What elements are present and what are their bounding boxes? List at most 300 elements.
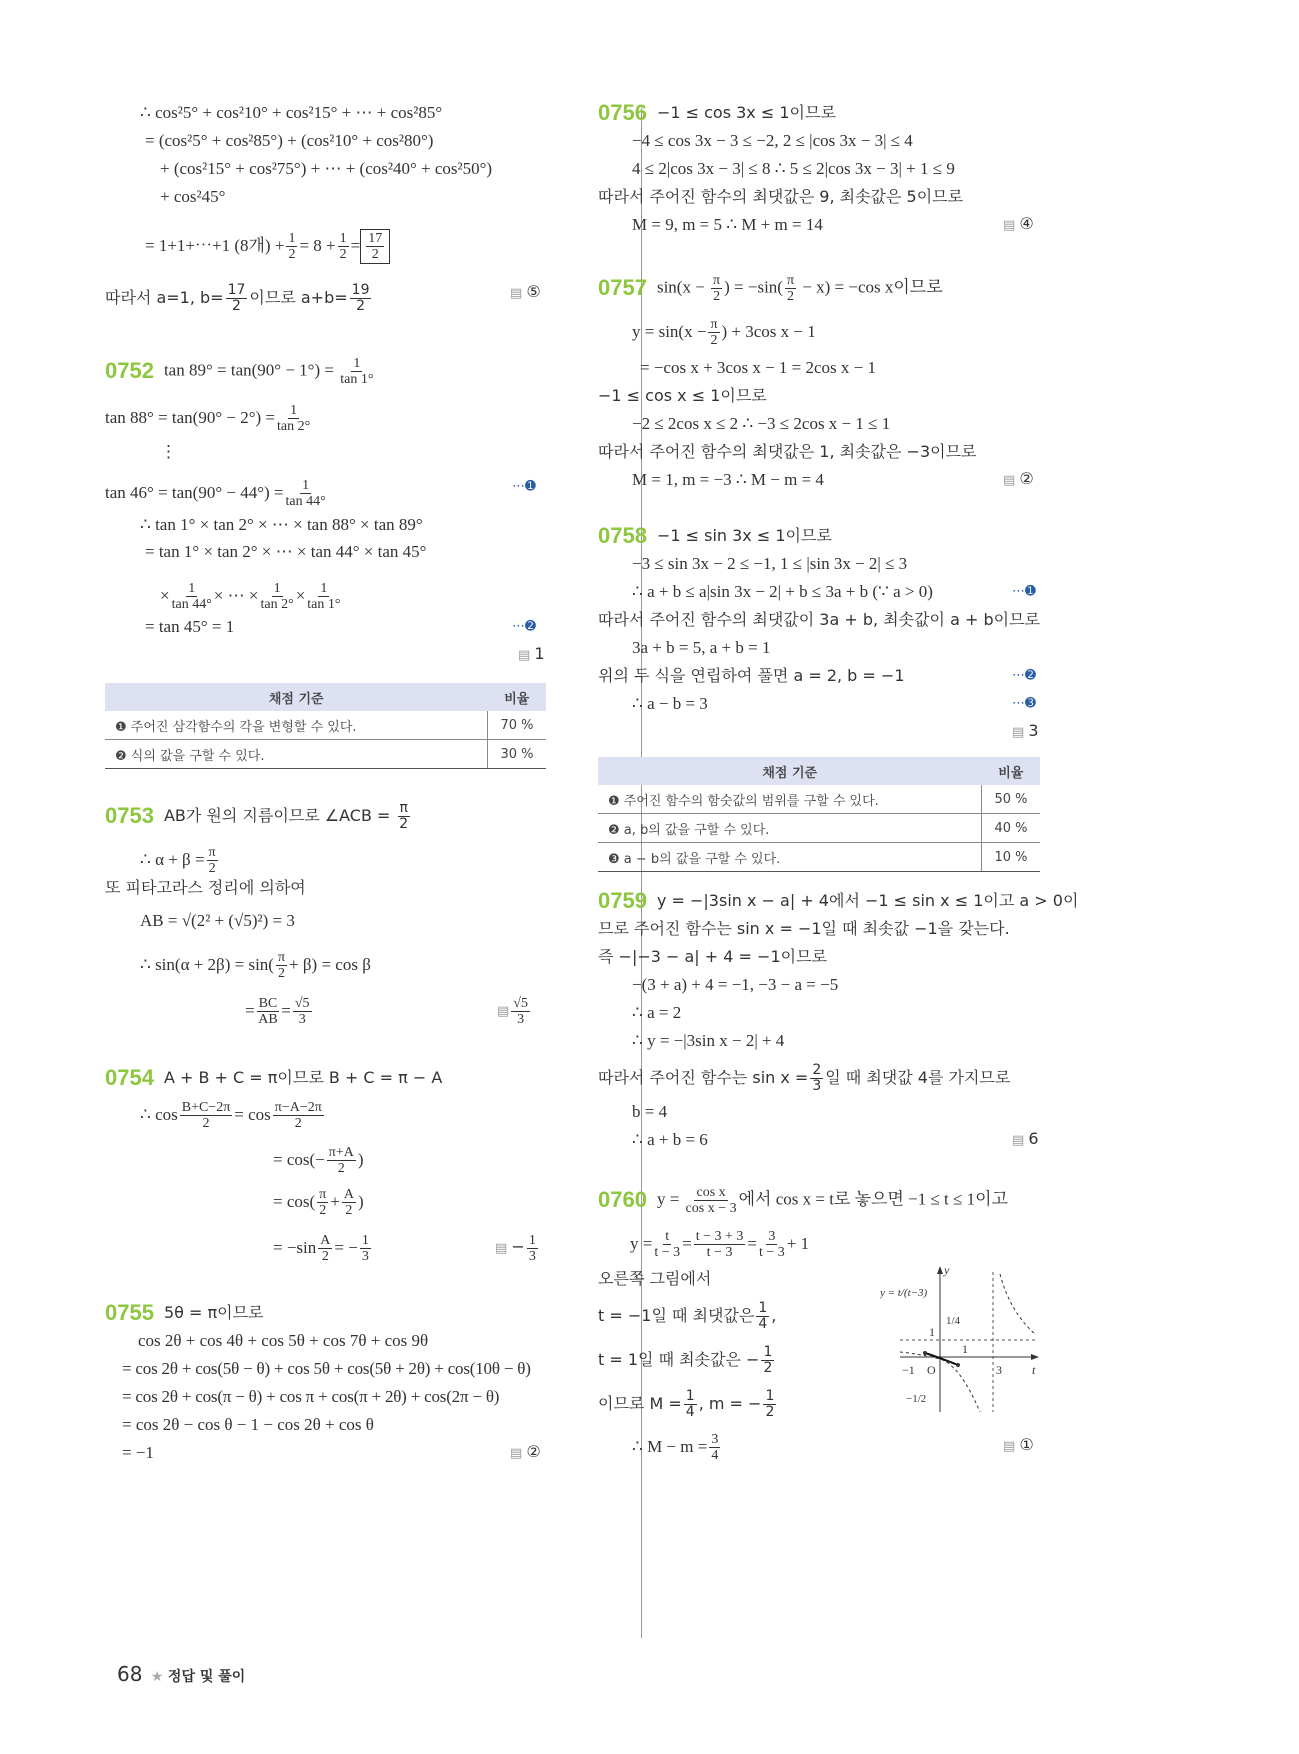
text-segment: −1 ≤ cos x ≤ 1이므로 xyxy=(598,386,767,405)
header-criteria: 채점 기준 xyxy=(105,683,488,711)
math-line xyxy=(598,1267,711,1291)
table-row xyxy=(598,814,1040,843)
math-line xyxy=(598,185,963,209)
numerator: t − 3 + 3 xyxy=(695,1228,744,1244)
table-row xyxy=(105,711,546,740)
asymptote-label: 1 xyxy=(929,1325,935,1339)
math-line xyxy=(510,281,541,305)
denominator: t − 3 xyxy=(706,1244,733,1260)
math-line xyxy=(105,400,312,436)
math-line xyxy=(140,843,220,877)
answer-mark: ▤ ② xyxy=(510,1440,541,1466)
math-line xyxy=(160,440,177,464)
fraction xyxy=(785,273,796,304)
math-line xyxy=(598,384,767,408)
denominator: 2 xyxy=(345,1202,353,1218)
text-segment: ∴ M − m = xyxy=(632,1437,708,1456)
denominator: 2 xyxy=(763,1359,773,1376)
text-segment: ∴ a + b ≤ a|sin 3x − 2| + b ≤ 3a + b (∵ a > 0) xyxy=(632,582,933,601)
denominator: 2 xyxy=(208,860,216,876)
denominator: 3 xyxy=(298,1011,306,1027)
fraction xyxy=(684,1389,697,1420)
text-segment: −1 ≤ cos 3x ≤ 1이므로 xyxy=(656,103,836,122)
text-segment: b = 4 xyxy=(632,1102,668,1121)
math-line xyxy=(122,1385,499,1409)
step-marker: ⋯➊ xyxy=(1012,584,1036,599)
numerator: π xyxy=(319,1186,327,1202)
text-segment: = cos 2θ + cos(5θ − θ) + cos 5θ + cos(5θ + 2θ) + cos(10θ − θ) xyxy=(122,1359,531,1378)
fraction xyxy=(257,996,280,1027)
math-line xyxy=(512,475,536,499)
y-axis-arrow xyxy=(937,1266,943,1274)
answer-mark: ▤ ① xyxy=(1003,1433,1034,1459)
numerator: 1 xyxy=(361,1232,369,1248)
text-segment: −2 ≤ 2cos x ≤ 2 ∴ −3 ≤ 2cos x − 1 ≤ 1 xyxy=(632,414,891,433)
denominator: 3 xyxy=(517,1011,525,1027)
denominator: 4 xyxy=(758,1315,768,1332)
text-segment: + cos²45° xyxy=(160,187,226,206)
math-line xyxy=(145,615,234,639)
step-marker: ⋯➋ xyxy=(512,619,536,634)
math-line xyxy=(140,909,295,933)
numerator: 1 xyxy=(765,1387,775,1404)
denominator: cos x − 3 xyxy=(685,1200,737,1216)
fraction xyxy=(276,950,287,981)
math-line xyxy=(245,992,314,1030)
numerator: 2 xyxy=(812,1061,822,1078)
fraction xyxy=(763,1389,776,1420)
math-line xyxy=(598,1298,776,1334)
math-line xyxy=(657,1185,1008,1216)
denominator: 2 xyxy=(288,246,296,262)
math-line xyxy=(160,157,492,181)
math-line xyxy=(598,608,1040,632)
numerator: π xyxy=(277,949,286,965)
numerator: 1 xyxy=(320,580,328,596)
y-axis-label: y xyxy=(944,1263,950,1277)
numerator: π−A−2π xyxy=(274,1099,322,1115)
step-marker: ⋯➌ xyxy=(1012,696,1036,711)
numerator: π+A xyxy=(328,1144,354,1160)
math-line xyxy=(632,129,913,153)
math-line xyxy=(632,973,838,997)
denominator: 3 xyxy=(361,1248,369,1264)
math-line xyxy=(160,185,225,209)
numerator: cos x xyxy=(696,1184,726,1200)
text-segment: = tan 1° × tan 2° × ⋯ × tan 44° × tan 45° xyxy=(145,542,427,561)
text-segment: = (cos²5° + cos²85°) + (cos²10° + cos²80°) xyxy=(145,131,434,150)
math-line xyxy=(632,552,907,576)
math-line xyxy=(273,1230,373,1266)
math-line xyxy=(657,889,1078,913)
math-line xyxy=(510,1441,541,1465)
value-quarter: 1/4 xyxy=(946,1315,961,1327)
math-line xyxy=(145,540,426,564)
text-segment: 므로 주어진 함수는 sin x = −1일 때 최솟값 −1을 갖는다. xyxy=(598,919,1010,938)
denominator: 2 xyxy=(232,297,241,314)
denominator: 2 xyxy=(356,297,366,314)
fraction xyxy=(398,801,410,832)
numerator: π xyxy=(208,844,216,860)
text-segment: M = 1, m = −3 ∴ M − m = 4 xyxy=(632,470,824,489)
numerator: π xyxy=(713,272,721,288)
math-line xyxy=(164,356,375,387)
numerator: 17 xyxy=(368,230,383,246)
math-line xyxy=(273,1142,364,1178)
fraction xyxy=(654,1229,680,1260)
math-line xyxy=(518,643,545,667)
math-line xyxy=(598,664,905,688)
fraction xyxy=(366,231,384,262)
numerator: π xyxy=(399,799,408,816)
page-number: 68 xyxy=(117,1662,143,1686)
text-segment: −4 ≤ cos 3x − 3 ≤ −2, 2 ≤ |cos 3x − 3| ≤ 4 xyxy=(632,131,913,150)
numerator: B+C−2π xyxy=(181,1099,231,1115)
text-segment: A + B + C = π이므로 B + C = π − A xyxy=(163,1068,443,1087)
problem-number: 0758 xyxy=(598,523,647,548)
fraction xyxy=(338,231,349,262)
text-segment: = xyxy=(281,1001,291,1020)
ratio-cell: 30 % xyxy=(488,740,547,769)
text-segment: ) = −sin( xyxy=(724,276,783,296)
text-segment: tan 46° = tan(90° − 44°) = xyxy=(105,483,284,502)
math-line xyxy=(160,578,342,614)
answer-mark: ▤ ② xyxy=(1003,467,1034,493)
fraction xyxy=(340,356,373,387)
text-segment: 따라서 주어진 함수의 최댓값이 3a + b, 최솟값이 a + b이므로 xyxy=(598,610,1040,629)
table-row xyxy=(598,785,1040,814)
math-line xyxy=(140,101,442,125)
text-segment: 일 때 최댓값 4를 가지므로 xyxy=(825,1068,1011,1087)
fraction xyxy=(286,478,326,509)
fraction xyxy=(273,1100,324,1131)
numerator: A xyxy=(343,1186,354,1202)
reciprocal-function-graph xyxy=(880,1262,1045,1422)
math-line xyxy=(598,1386,778,1422)
text-segment: = −sin xyxy=(273,1238,317,1257)
math-line xyxy=(632,1001,681,1025)
numerator: t xyxy=(665,1228,670,1244)
text-segment: ∴ sin(α + 2β) = sin( xyxy=(140,955,274,974)
problem-number: 0753 xyxy=(105,803,154,828)
text-segment: = −1 xyxy=(122,1443,154,1462)
numerator: √5 xyxy=(513,995,528,1011)
math-line xyxy=(140,1097,326,1133)
math-line xyxy=(632,412,890,436)
min-point xyxy=(956,1363,960,1367)
fraction xyxy=(694,1229,746,1260)
denominator: 4 xyxy=(711,1447,719,1463)
numerator: π xyxy=(710,316,718,332)
text-segment: ∴ y = −|3sin x − 2| + 4 xyxy=(632,1031,785,1050)
math-line xyxy=(1003,468,1034,492)
numerator: 17 xyxy=(227,281,246,298)
fraction xyxy=(511,996,530,1027)
numerator: 3 xyxy=(711,1431,719,1447)
ratio-cell: 50 % xyxy=(982,785,1041,814)
fraction xyxy=(708,317,719,348)
text-segment: = 1+1+⋯+1 (8개) + xyxy=(145,236,285,255)
table-header-row xyxy=(105,683,546,711)
denominator: tan 44° xyxy=(171,596,212,612)
math-line xyxy=(495,1230,540,1266)
denominator: t − 3 xyxy=(654,1244,681,1260)
math-line xyxy=(598,1060,1010,1096)
numerator: 19 xyxy=(351,281,370,298)
denominator: 2 xyxy=(278,965,285,981)
numerator: A xyxy=(320,1232,331,1248)
fraction xyxy=(207,845,218,876)
ratio-cell: 40 % xyxy=(982,814,1041,843)
text-segment: + 1 xyxy=(786,1234,810,1253)
text-segment: , xyxy=(771,1306,777,1325)
math-line xyxy=(598,1342,776,1378)
text-segment: ) xyxy=(357,1150,364,1169)
denominator: tan 1° xyxy=(340,371,374,387)
text-segment: ) xyxy=(357,1192,364,1211)
fraction xyxy=(360,1233,371,1264)
text-segment: y = xyxy=(656,1188,684,1208)
text-segment: 3a + b = 5, a + b = 1 xyxy=(632,638,771,657)
header-ratio: 비율 xyxy=(488,683,547,711)
math-line xyxy=(657,101,836,125)
fraction xyxy=(286,231,297,262)
denominator: 2 xyxy=(710,332,718,348)
problem-number: 0754 xyxy=(105,1065,154,1090)
math-line xyxy=(657,524,832,548)
fraction xyxy=(759,1229,785,1260)
text-segment: = xyxy=(682,1234,692,1253)
text-segment: = cos( xyxy=(273,1192,316,1211)
math-line xyxy=(1012,692,1036,716)
answer-mark: ▤ 1 xyxy=(518,642,545,668)
max-point xyxy=(923,1351,927,1355)
math-line xyxy=(145,226,390,266)
numerator: BC xyxy=(258,995,278,1011)
numerator: 1 xyxy=(763,1343,773,1360)
fraction xyxy=(293,996,312,1027)
text-segment: −1 ≤ sin 3x ≤ 1이므로 xyxy=(656,526,832,545)
text-segment: = cos xyxy=(234,1105,271,1124)
numerator: 1 xyxy=(302,477,310,493)
text-segment: t = −1일 때 최댓값은 xyxy=(598,1306,755,1325)
numerator: 3 xyxy=(768,1228,776,1244)
fraction xyxy=(686,1185,737,1216)
text-segment: tan 89° = tan(90° − 1°) = xyxy=(163,359,339,379)
text-segment: 4 ≤ 2|cos 3x − 3| ≤ 8 ∴ 5 ≤ 2|cos 3x − 3| + 1 ≤ 9 xyxy=(632,159,955,178)
fraction xyxy=(527,1233,538,1264)
numerator: 1 xyxy=(188,580,196,596)
step-marker: ⋯➋ xyxy=(1012,668,1036,683)
math-line xyxy=(138,1329,428,1353)
origin-label: O xyxy=(927,1363,936,1377)
math-line xyxy=(122,1413,374,1437)
fraction xyxy=(327,1145,356,1176)
math-line xyxy=(598,945,827,969)
text-segment: = −cos x + 3cos x − 1 = 2cos x − 1 xyxy=(640,358,877,377)
text-segment: × xyxy=(160,586,170,605)
text-segment: 이므로 M = xyxy=(598,1394,682,1413)
text-segment: 따라서 a=1, b= xyxy=(105,288,224,307)
text-segment: ∴ cos xyxy=(140,1105,178,1124)
denominator: 3 xyxy=(812,1077,822,1094)
text-segment: + (cos²15° + cos²75°) + ⋯ + (cos²40° + cos²50°) xyxy=(160,159,493,178)
text-segment: −3 ≤ sin 3x − 2 ≤ −1, 1 ≤ |sin 3x − 2| ≤ 3 xyxy=(632,554,908,573)
math-line xyxy=(164,801,412,832)
t-axis-label: t xyxy=(1032,1363,1036,1377)
text-segment: = 8 + xyxy=(299,236,336,255)
denominator: 2 xyxy=(765,1403,775,1420)
math-line xyxy=(105,475,328,511)
ratio-cell: 70 % xyxy=(488,711,547,740)
text-segment: ∴ a − b = 3 xyxy=(632,694,708,713)
text-segment: = cos(− xyxy=(273,1150,325,1169)
math-line xyxy=(1012,664,1036,688)
denominator: 2 xyxy=(294,1115,302,1131)
criteria-cell: ❶ 주어진 삼각함수의 각을 변형할 수 있다. xyxy=(105,711,488,740)
math-line xyxy=(1003,1434,1034,1458)
fraction xyxy=(260,581,293,612)
fraction xyxy=(180,1100,233,1131)
t-axis-arrow xyxy=(1031,1354,1039,1360)
text-segment: = tan 45° = 1 xyxy=(145,617,235,636)
math-line xyxy=(632,1029,784,1053)
answer-mark: ▤ − xyxy=(495,1235,525,1261)
denominator: t − 3 xyxy=(759,1244,785,1260)
text-segment: ∴ α + β = xyxy=(140,850,205,869)
text-segment: 5θ = π이므로 xyxy=(163,1303,264,1322)
math-line xyxy=(140,513,423,537)
text-segment: + β) = cos β xyxy=(289,955,371,974)
text-segment: 또 피타고라스 정리에 의하여 xyxy=(105,878,306,897)
denominator: tan 1° xyxy=(307,596,341,612)
math-line xyxy=(640,356,876,380)
text-segment: + xyxy=(330,1192,340,1211)
text-segment: −(3 + a) + 4 = −1, −3 − a = −5 xyxy=(632,975,839,994)
numerator: 1 xyxy=(758,1299,768,1316)
step-marker: ⋯➊ xyxy=(512,479,536,494)
function-label: y = t/(t−3) xyxy=(880,1287,928,1299)
numerator: π xyxy=(786,272,795,288)
fraction xyxy=(761,1345,774,1376)
numerator: √5 xyxy=(294,995,310,1011)
table-row xyxy=(598,843,1040,872)
math-line xyxy=(1003,213,1034,237)
text-segment: y = −|3sin x − a| + 4에서 −1 ≤ sin x ≤ 1이고 a > 0이 xyxy=(656,891,1079,910)
numerator: 1 xyxy=(685,1387,695,1404)
math-line xyxy=(632,692,708,716)
math-line xyxy=(105,280,373,316)
text-segment: ) + 3cos x − 1 xyxy=(721,322,816,341)
math-line xyxy=(1012,580,1036,604)
boxed-result xyxy=(360,229,390,264)
scoring-table xyxy=(598,757,1040,872)
text-segment: y = xyxy=(630,1234,653,1253)
text-segment: AB가 원의 지름이므로 ∠ACB = xyxy=(163,805,396,825)
text-segment: × xyxy=(295,586,306,605)
denominator: 3 xyxy=(528,1248,536,1264)
math-line xyxy=(632,468,824,492)
text-segment: AB = √(2² + (√5)²) = 3 xyxy=(140,911,295,930)
math-line xyxy=(164,1301,264,1325)
fraction xyxy=(810,1063,823,1094)
answer-mark: ▤ 6 xyxy=(1012,1127,1039,1153)
fraction xyxy=(172,581,212,612)
math-line xyxy=(1012,720,1039,744)
denominator: 2 xyxy=(339,246,347,262)
text-segment: 즉 −|−3 − a| + 4 = −1이므로 xyxy=(598,947,827,966)
denominator: tan 2° xyxy=(260,596,294,612)
math-line xyxy=(632,1128,708,1152)
math-line xyxy=(598,917,1010,941)
text-segment: = cos 2θ + cos(π − θ) + cos π + cos(π + 2θ) + cos(2π − θ) xyxy=(122,1387,500,1406)
answer-mark: ▤ ⑤ xyxy=(510,280,541,306)
math-line xyxy=(632,636,770,660)
problem-number: 0755 xyxy=(105,1300,154,1325)
text-segment: M = 9, m = 5 ∴ M + m = 14 xyxy=(632,215,823,234)
answer-mark xyxy=(497,998,509,1024)
scoring-table xyxy=(105,683,546,769)
text-segment: = xyxy=(350,236,361,255)
fraction xyxy=(307,581,340,612)
text-segment: sin(x − xyxy=(656,276,710,296)
text-segment: cos 2θ + cos 4θ + cos 5θ + cos 7θ + cos 9θ xyxy=(138,1331,429,1350)
criteria-cell: ❸ a − b의 값을 구할 수 있다. xyxy=(598,843,982,872)
math-line xyxy=(512,615,536,639)
denominator: 2 xyxy=(713,288,721,304)
numerator: 1 xyxy=(288,230,296,246)
fraction xyxy=(317,1187,328,1218)
text-segment: × ⋯ × xyxy=(213,586,259,605)
numerator: 1 xyxy=(290,402,298,418)
fraction xyxy=(350,283,372,314)
star-icon: ★ xyxy=(150,1669,164,1685)
text-segment: = xyxy=(245,1001,255,1020)
denominator: 2 xyxy=(337,1160,345,1176)
fraction xyxy=(711,273,722,304)
tick-3: 3 xyxy=(996,1363,1002,1377)
ratio-cell: 10 % xyxy=(982,843,1041,872)
numerator: 1 xyxy=(528,1232,536,1248)
table-header-row xyxy=(598,757,1040,785)
denominator: 2 xyxy=(399,815,409,832)
math-line xyxy=(497,992,532,1030)
problem-number: 0756 xyxy=(598,100,647,125)
numerator: 1 xyxy=(353,355,361,371)
math-line xyxy=(164,1066,442,1090)
header-criteria: 채점 기준 xyxy=(598,757,982,785)
math-line xyxy=(632,1100,667,1124)
text-segment: 위의 두 식을 연립하여 풀면 a = 2, b = −1 xyxy=(598,666,905,685)
denominator: 2 xyxy=(319,1202,327,1218)
text-segment: ⋮ xyxy=(160,442,177,461)
header-ratio: 비율 xyxy=(982,757,1041,785)
math-line xyxy=(632,1429,722,1465)
math-line xyxy=(598,440,977,464)
text-segment: = − xyxy=(334,1238,358,1257)
math-line xyxy=(632,314,816,350)
denominator: 4 xyxy=(685,1403,695,1420)
denominator: tan 2° xyxy=(277,418,311,434)
text-segment: 따라서 주어진 함수의 최댓값은 9, 최솟값은 5이므로 xyxy=(598,187,964,206)
table-row xyxy=(105,740,546,769)
math-line xyxy=(630,1226,809,1262)
fraction xyxy=(226,283,248,314)
criteria-cell: ❷ a, b의 값을 구할 수 있다. xyxy=(598,814,982,843)
text-segment: ∴ a = 2 xyxy=(632,1003,682,1022)
text-segment: ∴ tan 1° × tan 2° × ⋯ × tan 88° × tan 89° xyxy=(140,515,423,534)
text-segment: = cos 2θ − cos θ − 1 − cos 2θ + cos θ xyxy=(122,1415,374,1434)
